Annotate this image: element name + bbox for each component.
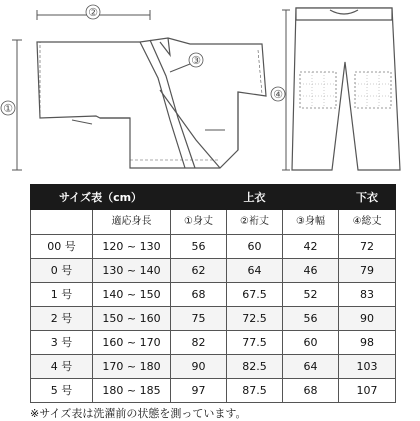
- body-width-cell: 60: [283, 331, 339, 355]
- sleeve-length-cell: 77.5: [227, 331, 283, 355]
- height-cell: 160 ~ 170: [93, 331, 171, 355]
- total-length-cell: 79: [339, 259, 396, 283]
- jacket-drawing: [37, 38, 266, 168]
- body-length-cell: 62: [171, 259, 227, 283]
- body-width-cell: 52: [283, 283, 339, 307]
- sleeve-length-cell: 60: [227, 235, 283, 259]
- sleeve-length-cell: 82.5: [227, 355, 283, 379]
- body-length-cell: 56: [171, 235, 227, 259]
- bottom-garment-header: 下衣: [339, 185, 396, 210]
- body-length-cell: 82: [171, 331, 227, 355]
- body-width-cell: 42: [283, 235, 339, 259]
- total-length-cell: 98: [339, 331, 396, 355]
- height-cell: 130 ~ 140: [93, 259, 171, 283]
- size-cell: 1 号: [31, 283, 93, 307]
- column-header-total-length: ④総丈: [339, 210, 396, 235]
- body-length-cell: 90: [171, 355, 227, 379]
- column-header-body-length: ①身丈: [171, 210, 227, 235]
- body-width-cell: 64: [283, 355, 339, 379]
- garment-diagram: [0, 0, 420, 180]
- column-header-sleeve-length: ②裄丈: [227, 210, 283, 235]
- body-length-cell: 75: [171, 307, 227, 331]
- size-cell: 00 号: [31, 235, 93, 259]
- height-cell: 140 ~ 150: [93, 283, 171, 307]
- table-row: [31, 331, 396, 355]
- size-cell: 4 号: [31, 355, 93, 379]
- height-cell: 120 ~ 130: [93, 235, 171, 259]
- body-width-cell: 56: [283, 307, 339, 331]
- size-cell: 3 号: [31, 331, 93, 355]
- table-header-row: [31, 185, 396, 210]
- height-cell: 150 ~ 160: [93, 307, 171, 331]
- table-row: [31, 355, 396, 379]
- size-cell: 2 号: [31, 307, 93, 331]
- table-row: [31, 283, 396, 307]
- table-row: [31, 307, 396, 331]
- top-garment-header: 上衣: [171, 185, 339, 210]
- size-cell: 0 号: [31, 259, 93, 283]
- size-column-header: [31, 210, 93, 235]
- total-length-cell: 83: [339, 283, 396, 307]
- measurement-note: ※サイズ表は洗濯前の状態を測っています。: [30, 407, 247, 420]
- height-cell: 180 ~ 185: [93, 379, 171, 403]
- body-length-cell: 68: [171, 283, 227, 307]
- total-length-cell: 103: [339, 355, 396, 379]
- size-cell: 5 号: [31, 379, 93, 403]
- sleeve-length-cell: 87.5: [227, 379, 283, 403]
- size-table: [30, 184, 396, 403]
- pants-drawing: [292, 8, 400, 170]
- marker-2-label: ②: [88, 6, 98, 19]
- garment-svg: [0, 0, 420, 180]
- pants-length-measure: [271, 10, 290, 170]
- body-width-cell: 68: [283, 379, 339, 403]
- size-table-title: サイズ表（cm）: [31, 185, 171, 210]
- sleeve-length-cell: 64: [227, 259, 283, 283]
- height-cell: 170 ~ 180: [93, 355, 171, 379]
- column-header-height: 適応身長: [93, 210, 171, 235]
- table-row: [31, 235, 396, 259]
- total-length-cell: 72: [339, 235, 396, 259]
- table-row: [31, 259, 396, 283]
- marker-3-label: ③: [191, 54, 201, 67]
- marker-4-label: ④: [273, 88, 283, 101]
- shoulder-measure: [37, 5, 150, 20]
- sleeve-length-cell: 67.5: [227, 283, 283, 307]
- body-width-cell: 46: [283, 259, 339, 283]
- table-subheader-row: [31, 210, 396, 235]
- table-row: [31, 379, 396, 403]
- body-length-cell: 97: [171, 379, 227, 403]
- column-header-body-width: ③身幅: [283, 210, 339, 235]
- total-length-cell: 107: [339, 379, 396, 403]
- total-length-cell: 90: [339, 307, 396, 331]
- marker-1-label: ①: [3, 102, 13, 115]
- sleeve-length-cell: 72.5: [227, 307, 283, 331]
- length-measure: [1, 40, 22, 170]
